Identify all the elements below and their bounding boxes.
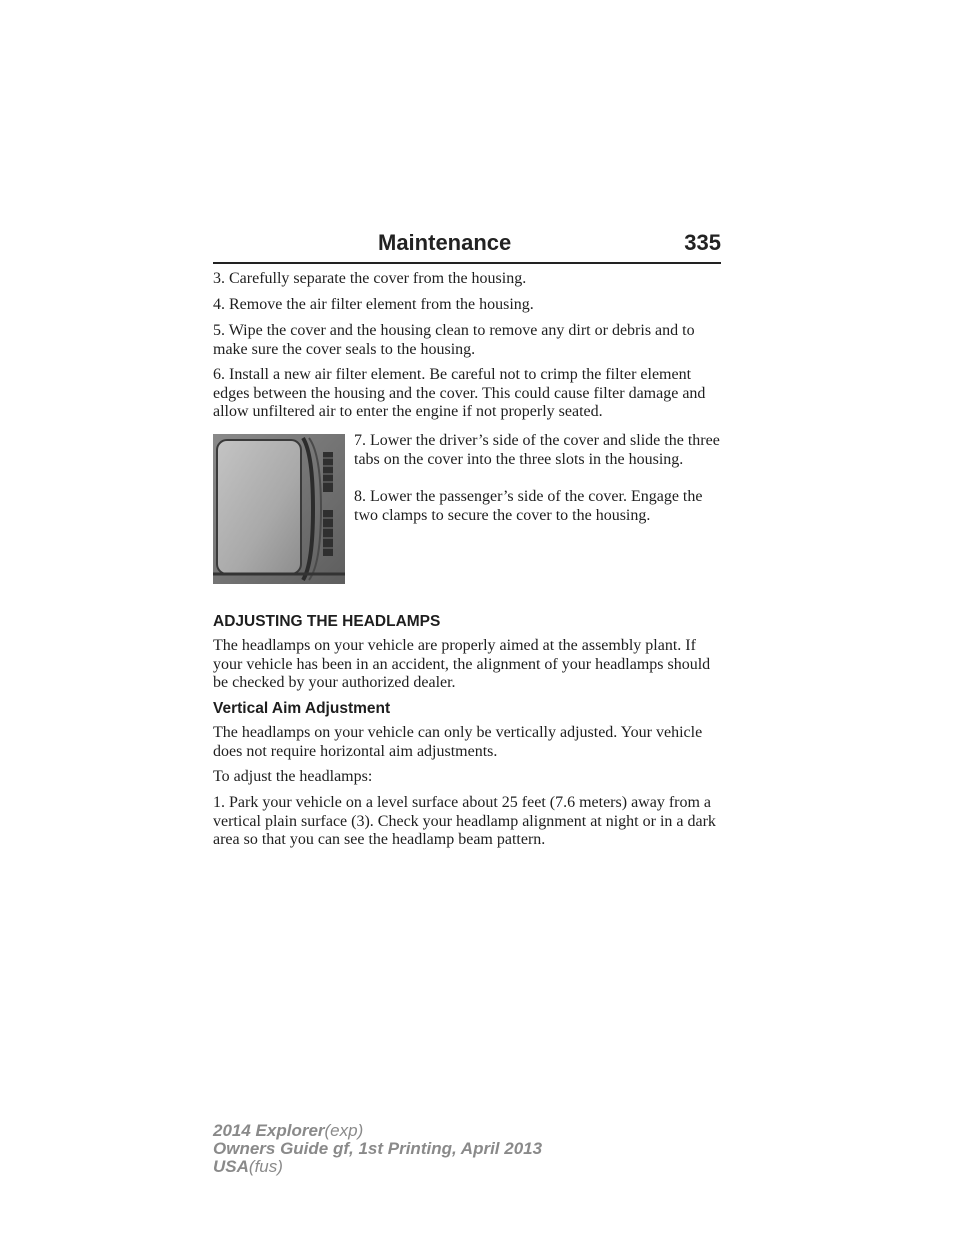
footer-line-2: Owners Guide gf, 1st Printing, April 2013 — [213, 1139, 543, 1158]
step-6: 6. Install a new air filter element. Be careful not to crimp the filter element edges between the housing and the cover. This could cause filter damage and allow unfiltered air to enter the engine if not properly seated. — [213, 366, 706, 420]
section-title: Maintenance — [378, 230, 512, 255]
subsection-heading: Vertical Aim Adjustment — [213, 700, 391, 717]
page-number: 335 — [684, 230, 721, 255]
vertical-aim-text: The headlamps on your vehicle can only be vertically adjusted. Your vehicle does not require horizontal aim adjustments. — [213, 724, 703, 760]
adjust-step-1: 1. Park your vehicle on a level surface about 25 feet (7.6 meters) away from a vertical plain surface (3). Check your headlamp alignment at night or in a dark area so that you can see the headlamp beam pattern. — [213, 794, 716, 848]
page-header — [213, 228, 721, 264]
to-adjust-text: To adjust the headlamps: — [213, 768, 373, 785]
step-5: 5. Wipe the cover and the housing clean to remove any dirt or debris and to make sure the cover seals to the housing. — [213, 322, 695, 358]
page-footer — [213, 1122, 542, 1176]
footer-line-1: 2014 Explorer(exp) — [213, 1121, 364, 1140]
section-heading: ADJUSTING THE HEADLAMPS — [213, 613, 441, 630]
footer-line-3: USA(fus) — [213, 1157, 283, 1176]
headlamps-intro: The headlamps on your vehicle are properly aimed at the assembly plant. If your vehicle has been in an accident, the alignment of your headlamps should be checked by your authorized dealer. — [213, 637, 711, 691]
step-8: 8. Lower the passenger’s side of the cover. Engage the two clamps to secure the cover to the housing. — [354, 488, 703, 524]
step-7: 7. Lower the driver’s side of the cover and slide the three tabs on the cover into the three slots in the housing. — [354, 432, 720, 468]
step-3: 3. Carefully separate the cover from the housing. — [213, 270, 527, 287]
air-filter-cover-illustration — [213, 434, 345, 584]
step-4: 4. Remove the air filter element from the housing. — [213, 296, 534, 313]
